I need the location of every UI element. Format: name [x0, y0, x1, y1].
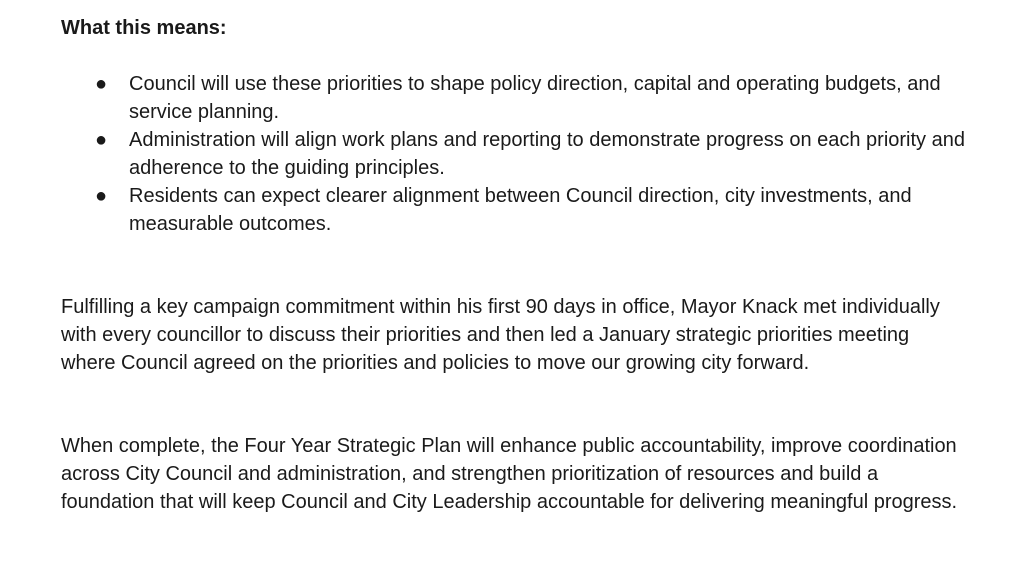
list-item-text: Council will use these priorities to shape policy direction, capital and operating budgets, and service planning.	[129, 73, 941, 123]
section-heading: What this means:	[61, 17, 227, 39]
list-item	[61, 70, 1001, 126]
paragraph-strategic-plan: When complete, the Four Year Strategic Plan will enhance public accountability, improve coordination across City Council and administration, and strengthen prioritization of resources and build a foundation that will keep Council and City Leadership accountable for delivering meaningful progress.	[61, 435, 958, 513]
list-item	[61, 182, 1001, 238]
bullet-icon: ●	[95, 73, 108, 95]
paragraph-campaign-commitment: Fulfilling a key campaign commitment within his first 90 days in office, Mayor Knack met individually with every councillor to discuss their priorities and then led a January strategic priorities meeting where Council agreed on the priorities and policies to move our growing city forward.	[61, 296, 940, 374]
list-item-text: Administration will align work plans and reporting to demonstrate progress on each priority and adherence to the guiding principles.	[129, 129, 965, 179]
list-item	[61, 126, 1001, 182]
bullet-icon: ●	[95, 185, 108, 207]
bullet-icon: ●	[95, 129, 108, 151]
list-item-text: Residents can expect clearer alignment between Council direction, city investments, and measurable outcomes.	[129, 185, 912, 235]
bullet-list	[61, 70, 1001, 238]
